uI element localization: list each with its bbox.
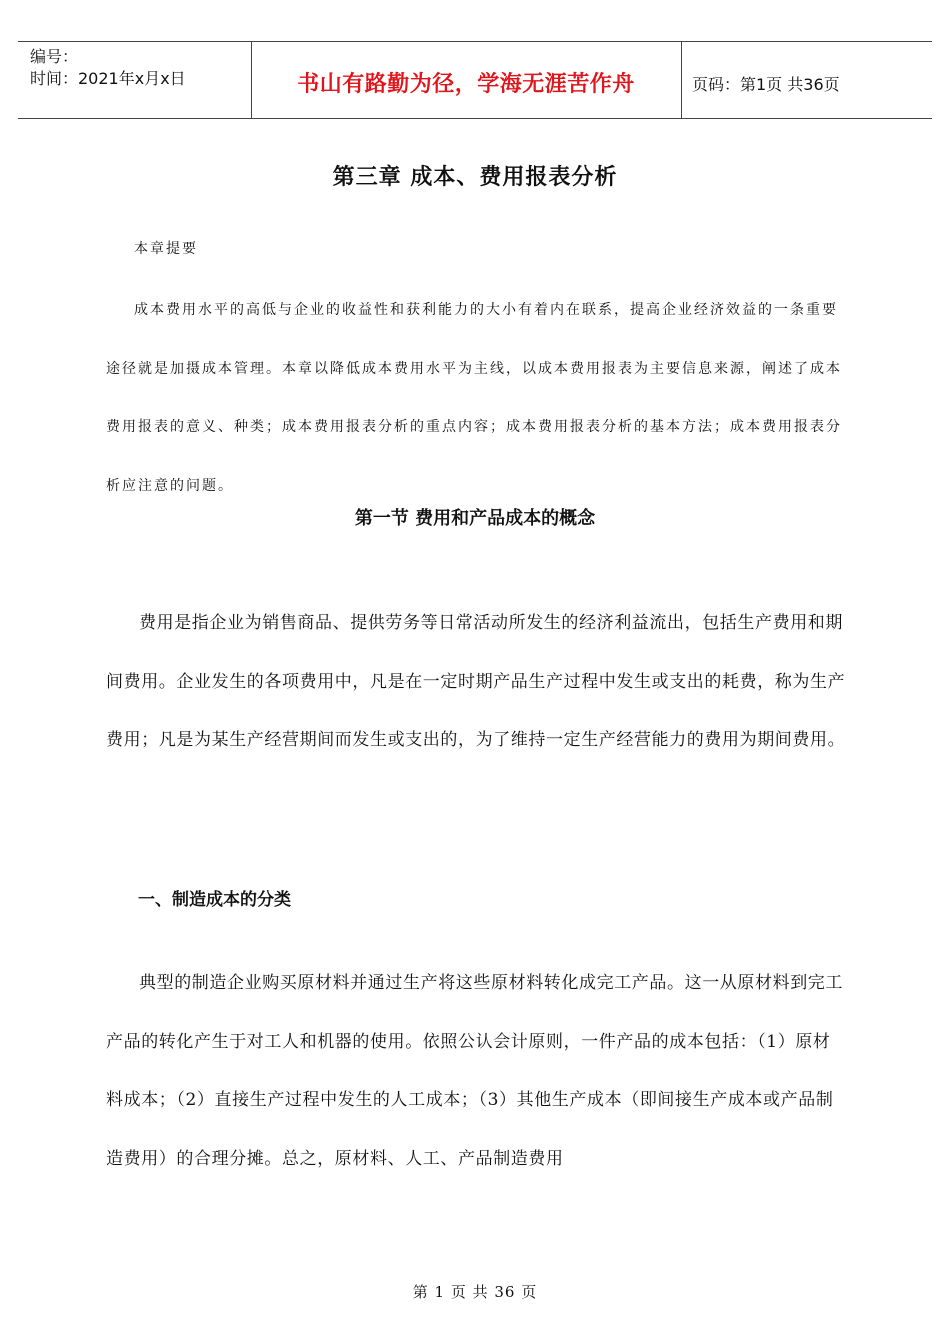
summary-label: 本章提要 [134, 241, 198, 257]
header-motto: 书山有路勤为径，学海无涯苦作舟 [297, 72, 635, 97]
document-number-label: 编号： [30, 47, 79, 66]
header-divider [681, 42, 682, 118]
section-title: 第一节 费用和产品成本的概念 [354, 508, 596, 529]
document-date: 时间：2021年x月x日 [30, 69, 186, 88]
subheading: 一、制造成本的分类 [138, 890, 291, 910]
document-header [18, 41, 932, 119]
header-page-info: 页码：第1页 共36页 [692, 75, 840, 94]
body-paragraph: 典型的制造企业购买原材料并通过生产将这些原材料转化成完工产品。这一从原材料到完工产品的转化产生于对工人和机器的使用。依照公认会计原则，一件产品的成本包括：（1）原材料成本；（2）直接生产过程中发生的人工成本；（3）其他生产成本（即间接生产成本或产品制造费用）的合理分摊。总之，原材料、人工、产品制造费用 [106, 973, 843, 1169]
summary-text: 成本费用水平的高低与企业的收益性和获利能力的大小有着内在联系，提高企业经济效益的一条重要途径就是加摄成本管理。本章以降低成本费用水平为主线，以成本费用报表为主要信息来源，阐述了成本费用报表的意义、种类；成本费用报表分析的重点内容；成本费用报表分析的基本方法；成本费用报表分析应注意的问题。 [106, 302, 842, 494]
chapter-title: 第三章 成本、费用报表分析 [332, 165, 618, 190]
header-meta [30, 46, 186, 90]
page-footer: 第 1 页 共 36 页 [412, 1283, 538, 1301]
body-paragraph: 费用是指企业为销售商品、提供劳务等日常活动所发生的经济利益流出，包括生产费用和期间费用。企业发生的各项费用中，凡是在一定时期产品生产过程中发生或支出的耗费，称为生产费用；凡是为某生产经营期间而发生或支出的，为了维持一定生产经营能力的费用为期间费用。 [106, 613, 846, 750]
